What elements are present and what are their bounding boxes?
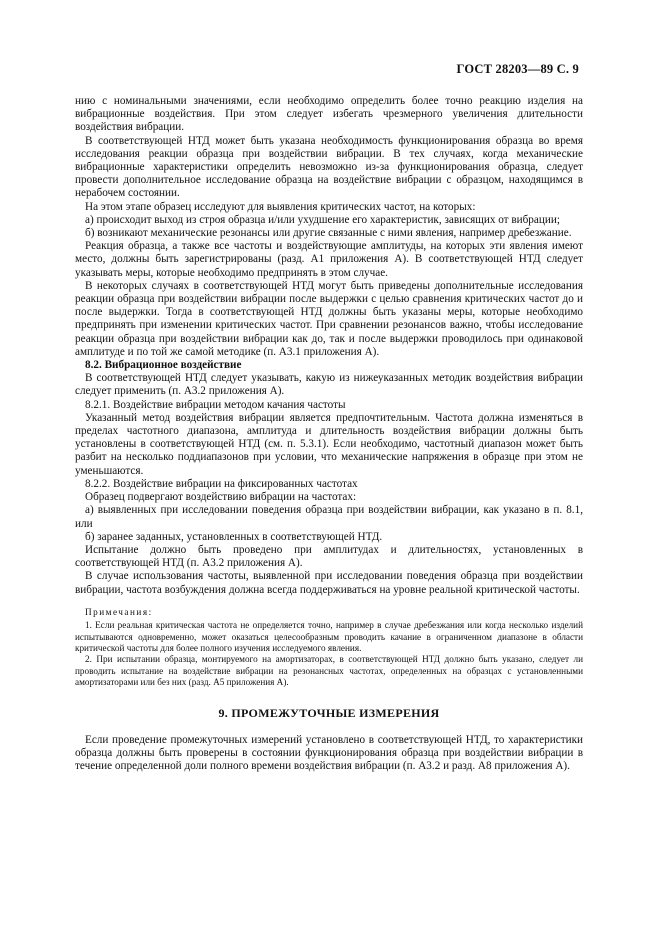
list-item-b: б) возникают механические резонансы или другие связанные с ними явления, например дребезжание. xyxy=(85,227,572,240)
section-heading-8-2-2: 8.2.2. Воздействие вибрации на фиксированных частотах xyxy=(85,477,358,490)
notes-title: Примечания: xyxy=(85,606,153,617)
paragraph-additional-studies: В некоторых случаях в соответствующей НТД могут быть приведены дополнительные исследования реакции образца при воздействии вибрации после выдержки с целью сравнения критических частот до и после выдержки. Тогда в соответствующей НТД должны быть указаны меры, которые необходимо предпринять при изменении критических частот. При сравнении резонансов важно, чтобы исследование реакции образца при воздействии вибрации как до, так и после выдержки проводилось при одинаковой амплитуде и по той же самой методике (п. А3.1 приложения А). xyxy=(75,279,583,358)
paragraph-sweep-method: Указанный метод воздействия вибрации является предпочтительным. Частота должна изменяться в пределах частотного диапазона, амплитуда и длительность воздействия вибрации должны быть установлены в соответствующей НТД (см. п. 5.3.1). Если необходимо, частотный диапазон может быть разбит на несколько поддиапазонов при условии, что механические напряжения в образце при этом не уменьшаются. xyxy=(75,411,583,477)
paragraph-continuation: нию с номинальными значениями, если необходимо определить более точно реакцию изделия на вибрационные воздействия. При этом следует избегать чрезмерного увеличения длительности воздействия вибрации. xyxy=(75,95,583,134)
section-heading-8-2: 8.2. Вибрационное воздействие xyxy=(85,359,242,372)
paragraph-amplitudes: Испытание должно быть проведено при амплитудах и длительностях, установленных в соответствующей НТД (п. А3.2 приложения А). xyxy=(75,543,583,570)
paragraph-fixed-frequencies: Образец подвергают воздействию вибрации на частотах: xyxy=(85,491,357,504)
paragraph-functioning: В соответствующей НТД может быть указана необходимость функционирования образца во время исследования реакции образца при воздействии вибрации. В тех случаях, когда механические вибрационные характеристики определить невозможно из-за функционирования образца, следует провести дополнительное исследование образца на воздействие вибрации с образцом, находящимся в нерабочем состоянии. xyxy=(75,134,583,200)
note-item-2: 2. При испытании образца, монтируемого на амортизаторах, в соответствующей НТД должно быть указано, следует ли проводить испытание на воздействие вибрации на резонансных частотах, определенных на образцах с установленными амортизаторами или без них (разд. А5 приложения А). xyxy=(75,654,583,688)
list-item-a-fixed: а) выявленных при исследовании поведения образца при воздействии вибрации, как указано в п. 8.1, или xyxy=(75,504,583,530)
paragraph-real-critical-frequency: В случае использования частоты, выявленной при исследовании поведения образца при воздействии вибрации, частота возбуждения должна всегда поддерживаться на уровне реальной критической частоты. xyxy=(75,570,583,596)
section-heading-8-2-1: 8.2.1. Воздействие вибрации методом качания частоты xyxy=(85,398,346,411)
paragraph-method-choice: В соответствующей НТД следует указывать, какую из нижеуказанных методик воздействия вибрации следует применить (п. А3.2 приложения А). xyxy=(75,372,583,398)
page-header: ГОСТ 28203—89 С. 9 xyxy=(456,62,579,76)
list-item-b-fixed: б) заранее заданных, установленных в соответствующей НТД. xyxy=(85,530,383,543)
paragraph-intermediate-measurements: Если проведение промежуточных измерений установлено в соответствующей НТД, то характеристики образца должны быть проверены в состоянии функционирования образца при воздействии вибрации в течение определенной доли полного времени воздействия вибрации (п. А3.2 и разд. А8 приложения А). xyxy=(75,733,583,773)
document-body xyxy=(75,95,583,773)
paragraph-critical-frequencies: На этом этапе образец исследуют для выявления критических частот, на которых: xyxy=(85,200,476,213)
section-9-title: 9. ПРОМЕЖУТОЧНЫЕ ИЗМЕРЕНИЯ xyxy=(218,705,440,720)
note-item-1: 1. Если реальная критическая частота не определяется точно, например в случае дребезжания или когда несколько изделий испытываются одновременно, может оказаться целесообразным проводить качание в ограниченном диапазоне в области критической частоты для более полного изучения исследуемого явления. xyxy=(75,620,583,653)
list-item-a: а) происходит выход из строя образца и/или ухудшение его характеристик, зависящих от вибрации; xyxy=(85,213,560,226)
notes-block xyxy=(75,607,583,689)
paragraph-registration: Реакция образца, а также все частоты и воздействующие амплитуды, на которых эти явления имеют место, должны быть зарегистрированы (разд. А1 приложения А). В соответствующей НТД следует указывать меры, которые необходимо предпринять в этом случае. xyxy=(75,240,583,279)
